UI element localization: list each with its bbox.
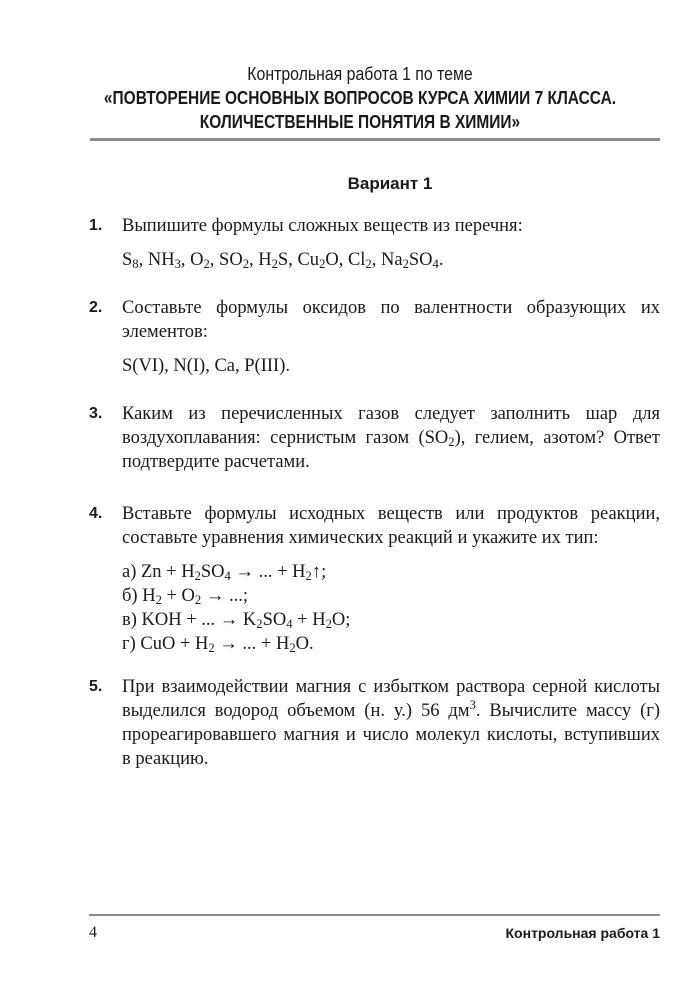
task-4	[89, 502, 660, 656]
task-text: Выпишите формулы сложных веществ из перечня:	[122, 216, 523, 236]
reaction-c: в) KOH + ... → $K_2SO_4 + H_2O$;	[122, 610, 351, 632]
task-number: 3.	[89, 405, 103, 422]
header-line-3: КОЛИЧЕСТВЕННЫЕ ПОНЯТИЯ В ХИМИИ»	[199, 112, 521, 132]
task-3	[89, 402, 660, 474]
task-number: 2.	[89, 299, 103, 316]
task-text: Составьте формулы оксидов по валентности образующих их элементов:	[122, 298, 660, 342]
page-number: 4	[89, 924, 97, 941]
reaction-d: г) CuO + $H_2$ → ... + $H_2O$.	[122, 634, 314, 656]
task-number: 1.	[89, 217, 103, 234]
task-1	[89, 214, 660, 272]
variant-title: Вариант 1	[347, 174, 433, 193]
reaction-b: б) $H_2 + O_2$ → ...;	[122, 586, 248, 608]
header-line-2: «ПОВТОРЕНИЕ ОСНОВНЫХ ВОПРОСОВ КУРСА ХИМИИ 7 КЛАССА.	[103, 88, 617, 108]
page-header	[60, 62, 660, 134]
task-text: Каким из перечисленных газов следует заполнить шар для воздухоплавания: сернистым газом $(SO_2)$, гелием, азотом? Ответ подтвердите расчетами.	[122, 404, 660, 472]
footer-title: Контрольная работа 1	[505, 925, 660, 941]
task-text: При взаимодействии магния с избытком раствора серной кислоты выделился водород объемом (н. у.) 56 $дм^3$. Вычислите массу (г) прореагировавшего магния и число молекул кислоты, вступивших в реакцию.	[122, 677, 660, 769]
task-5	[89, 675, 660, 771]
valence-list: S(VI), N(I), Ca, P(III).	[122, 356, 290, 376]
task-number: 5.	[89, 678, 103, 695]
task-2	[89, 296, 660, 378]
header-line-1: Контрольная работа 1 по теме	[247, 64, 473, 84]
reaction-list	[122, 560, 660, 656]
header-divider	[90, 138, 660, 141]
footer-divider	[89, 914, 660, 916]
reaction-a: а) $Zn + H_2SO_4$ → ... + $H_2↑$;	[122, 562, 327, 584]
task-text: Вставьте формулы исходных веществ или продуктов реакции, составьте уравнения химических реакций и укажите их тип:	[122, 504, 660, 548]
formula-list: $S_8$, $NH_3$, $O_2$, $SO_2$, $H_2S$, $Cu_2O$, $Cl_2$, $Na_2SO_4$.	[122, 250, 444, 272]
task-number: 4.	[89, 505, 103, 522]
